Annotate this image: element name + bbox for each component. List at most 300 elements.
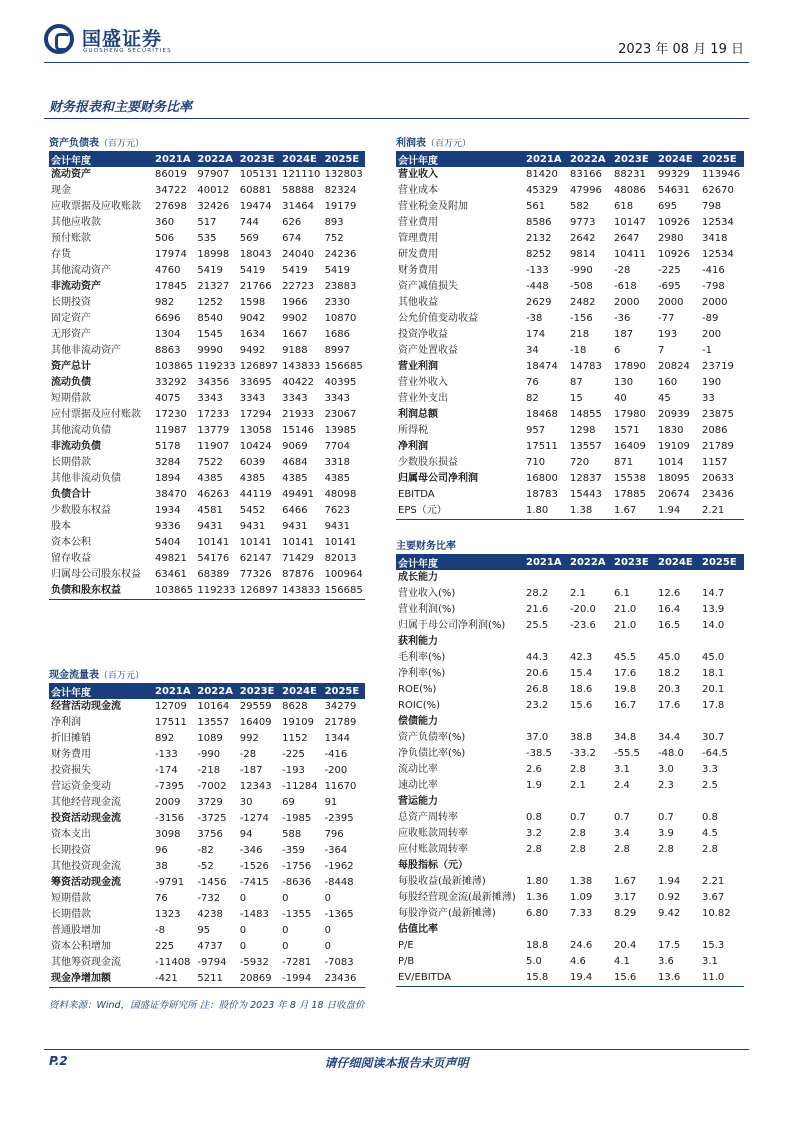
table-cell: 3.3 [702,764,718,775]
row-label: 短期借款 [51,393,91,404]
company-logo [44,22,184,60]
column-header-year: 2021A [524,152,568,167]
table-cell: 87 [570,377,583,388]
table-cell: 2642 [570,233,596,244]
table-cell: -200 [324,765,348,776]
table-cell: 29559 [239,701,272,712]
row-label: 流动比率 [398,764,438,775]
table-cell: 20.1 [702,684,725,695]
table-cell: 1934 [155,505,181,516]
table-cell: 7522 [197,457,223,468]
column-header-year: 2023E [238,152,280,167]
header-row [396,555,744,570]
table-cell: 20824 [658,361,690,372]
table-cell: 23875 [702,409,734,420]
table-cell: 2.4 [614,780,630,791]
row-label: 应付账款周转率 [398,844,468,855]
table-row [49,731,365,747]
table-cell: 1545 [197,329,223,340]
table-row [396,730,744,746]
table-cell: 18474 [526,361,558,372]
table-cell: 23719 [702,361,734,372]
row-label: 流动资产 [51,169,91,180]
table-cell: 18.6 [570,684,593,695]
row-label: 每股净资产(最新摊薄) [398,908,496,919]
table-cell: 69 [282,797,295,808]
table-cell: -225 [658,265,681,276]
table-cell: 23883 [324,281,357,292]
table-row [49,471,365,487]
disclaimer-link[interactable]: 请仔细阅读本报告末页声明 [324,1056,469,1070]
row-label: 少数股东损益 [398,457,458,468]
table-cell: 588 [282,829,302,840]
table-row [396,666,744,682]
table-cell: 34 [526,345,539,356]
table-row [396,183,744,199]
table-cell: 720 [570,457,590,468]
table-cell: 87876 [282,569,314,580]
table-cell: 54631 [658,185,690,196]
table-cell: 3098 [155,829,181,840]
table-cell [568,922,612,938]
table-cell: 535 [197,233,217,244]
table-cell: 21766 [239,281,272,292]
column-header-year: 2022A [195,684,237,699]
table-cell: 14.7 [702,588,725,599]
table-cell [568,570,612,586]
table-cell: 17.6 [614,668,637,679]
column-header-year: 2024E [280,152,322,167]
logo-icon [44,24,74,54]
row-label: 应收票据及应收账款 [51,201,141,212]
row-label: 净负债比率(%) [398,748,466,759]
table-cell: 17.5 [658,940,681,951]
table-cell: 225 [155,941,175,952]
table-cell: 0 [324,925,331,936]
table-cell [700,922,744,938]
table-row [49,215,365,231]
row-label: 公允价值变动收益 [398,313,478,324]
table-cell: 71429 [282,553,314,564]
table-cell: -2395 [324,813,354,824]
table-cell: 11.0 [700,970,744,987]
table-cell: -990 [197,749,221,760]
table-cell: 1014 [658,457,684,468]
table-cell: 23067 [324,409,357,420]
row-label: 存货 [51,249,71,260]
table-cell: 130 [614,377,634,388]
table-cell: 1323 [155,909,181,920]
table-cell: 0.7 [570,812,586,823]
column-header-year: 2025E [323,684,365,699]
table-cell: -1 [702,345,712,356]
table-cell: 3343 [324,393,351,404]
table-cell: 12534 [702,217,734,228]
table-cell: 21789 [702,441,734,452]
table-cell: -1456 [197,877,227,888]
row-label: 营业收入 [398,169,438,180]
table-cell: 19109 [282,717,314,728]
table-cell: 24040 [282,249,314,260]
table-cell [612,570,656,586]
table-cell: 9336 [155,521,181,532]
table-cell: 1152 [282,733,308,744]
table-cell: 103865 [153,583,195,600]
table-row [396,359,744,375]
table-row [396,842,744,858]
row-label: 折旧摊销 [51,733,91,744]
column-header-label: 会计年度 [49,152,153,167]
table-cell: 18468 [526,409,558,420]
table-cell: 28.2 [526,588,549,599]
row-label: 其他经营现金流 [51,797,121,808]
table-cell: 10141 [239,537,272,548]
table-row [396,167,744,183]
table-cell: 626 [282,217,302,228]
table-cell: 9431 [324,521,351,532]
table-row [396,954,744,970]
table-cell: 200 [702,329,722,340]
table-cell: 0.8 [526,812,542,823]
table-cell: 10926 [658,249,690,260]
table-row [396,906,744,922]
table-cell: 26.8 [526,684,549,695]
table-cell: 21933 [282,409,314,420]
table-cell: 0.7 [658,812,674,823]
table-row [396,215,744,231]
row-label: 净利润 [51,717,81,728]
table-cell: 18783 [526,489,558,500]
table-cell: 9042 [239,313,266,324]
table-cell: -7002 [197,781,227,792]
table-cell: -7083 [324,957,354,968]
table-cell: 99329 [658,169,690,180]
table-row [396,602,744,618]
table-row [396,311,744,327]
table-cell: 19.4 [568,970,612,987]
table-cell: 4.1 [614,956,630,967]
table-cell: -55.5 [614,748,640,759]
table-cell: 46263 [197,489,230,500]
table-cell: 16.4 [658,604,681,615]
row-label: 财务费用 [398,265,438,276]
table-row [396,231,744,247]
table-cell: 40395 [324,377,357,388]
table-cell: 4684 [282,457,308,468]
table-cell: 45 [658,393,671,404]
table-cell: 68389 [197,569,230,580]
table-cell: 14855 [570,409,602,420]
column-header-year: 2021A [524,555,568,570]
table-cell: 33292 [155,377,187,388]
table-cell [524,570,568,586]
table-row [49,407,365,423]
table-row [49,535,365,551]
table-cell: 3284 [155,457,181,468]
column-header-year: 2023E [612,555,656,570]
table-row [396,343,744,359]
header-divider [44,62,749,63]
table-cell: 1571 [614,425,640,436]
table-cell: 8628 [282,701,308,712]
table-cell: 2629 [526,297,552,308]
table-cell: 12709 [155,701,187,712]
table-cell: 21.6 [526,604,549,615]
table-row [49,199,365,215]
table-cell [524,714,568,730]
table-cell: -1274 [239,813,269,824]
table-cell: 54176 [197,553,230,564]
table-row [396,698,744,714]
table-cell: 38 [155,861,168,872]
table-cell: -20.0 [570,604,596,615]
table-cell: 6466 [282,505,308,516]
table-cell: 27698 [155,201,187,212]
table-cell: -1756 [282,861,312,872]
row-label: 管理费用 [398,233,438,244]
table-cell: 44119 [239,489,272,500]
row-label: EBITDA [398,489,435,500]
table-row [49,715,365,731]
table-cell: 156685 [324,361,363,372]
table-title: 利润表 [396,138,426,149]
table-cell: 119233 [197,361,236,372]
table-cell: 2.8 [658,844,674,855]
table-cell: 143833 [280,583,322,600]
row-label: 无形资产 [51,329,91,340]
table-cell: -23.6 [570,620,596,631]
source-note: 资料来源：Wind，国盛证券研究所 注：股价为 2023 年 8 月 18 日收盘价 [49,1000,365,1011]
table-cell: -77 [658,313,675,324]
table-cell [656,922,700,938]
table-cell: 4385 [239,473,266,484]
table-cell: 18043 [239,249,272,260]
row-label: 估值比率 [398,924,438,935]
table-cell: 561 [526,201,546,212]
table-cell: 20869 [238,971,280,988]
table-unit: （百万元） [426,139,472,149]
table-cell: 3.6 [658,956,674,967]
table-cell: -133 [526,265,549,276]
table-cell: -156 [570,313,593,324]
table-cell: 5211 [195,971,237,988]
financial-ratios-table [396,539,744,987]
table-cell: 15 [570,393,583,404]
table-cell: 23436 [323,971,365,988]
header-row [396,152,744,167]
table-cell: -732 [197,893,221,904]
table-cell: 19109 [658,441,690,452]
table-cell: 3.2 [526,828,542,839]
column-header-year: 2023E [238,684,280,699]
table-row [396,634,744,650]
table-cell: 1304 [155,329,181,340]
table-cell [700,714,744,730]
table-cell: 2.8 [702,844,718,855]
table-cell: -64.5 [702,748,728,759]
table-cell: -9791 [155,877,185,888]
table-row [49,779,365,795]
table-caption [49,136,365,152]
table-cell: -52 [197,861,214,872]
table-cell [612,922,656,938]
table-cell: 83166 [570,169,602,180]
table-cell [612,634,656,650]
table-cell: 34.8 [614,732,637,743]
table-row [396,826,744,842]
table-cell: 132803 [324,169,363,180]
table-cell: 992 [239,733,259,744]
cash-flow-table [49,668,365,988]
row-label: 每股指标（元） [398,860,468,871]
table-cell: 16800 [526,473,558,484]
table-cell: 20633 [702,473,734,484]
table-cell: 18.2 [658,668,681,679]
table-cell: -5932 [239,957,269,968]
table-cell [656,794,700,810]
table-cell [700,570,744,586]
row-label: 其他非流动资产 [51,345,121,356]
table-cell: 13557 [570,441,602,452]
table-cell: 5419 [324,265,351,276]
table-cell: 1598 [239,297,266,308]
table-cell: 6.1 [614,588,630,599]
column-header-year: 2024E [656,152,700,167]
row-label: 资本公积 [51,537,91,548]
table-cell: 19474 [239,201,272,212]
table-cell [568,858,612,874]
table-cell: 1.9 [526,780,542,791]
table-cell: 871 [614,457,634,468]
footer-divider [44,1049,749,1050]
table-row [396,439,744,455]
table-cell: 193 [658,329,678,340]
row-label: 其他流动资产 [51,265,111,276]
table-cell: 9902 [282,313,308,324]
table-row [396,586,744,602]
table-cell: 892 [155,733,175,744]
table-cell: 160 [658,377,678,388]
table-cell: 25.5 [526,620,549,631]
table-cell: 77326 [239,569,272,580]
row-label: 长期借款 [51,457,91,468]
table-cell [524,794,568,810]
table-row [396,938,744,954]
table-cell: 121110 [282,169,321,180]
table-row [49,343,365,359]
column-header-year: 2022A [568,555,612,570]
section-divider [44,118,749,119]
table-cell: 12343 [239,781,272,792]
table-row [49,487,365,503]
table-cell [656,714,700,730]
table-cell: 0.92 [658,892,681,903]
table-cell: 17885 [614,489,646,500]
row-label: 投资净收益 [398,329,448,340]
table-cell: 14.0 [702,620,725,631]
table-cell: 3.1 [702,956,718,967]
column-header-year: 2021A [153,684,195,699]
table-cell: 17.8 [702,700,725,711]
table-cell: 1.94 [658,876,681,887]
table-row [49,939,365,955]
table-cell: 2132 [526,233,552,244]
row-label: 归属母公司股东权益 [51,569,141,580]
table-cell: 0 [239,925,247,936]
row-label: 现金 [51,185,71,196]
table-cell: 4760 [155,265,181,276]
table-row [396,810,744,826]
table-row [396,922,744,938]
table-cell: 9492 [239,345,266,356]
table-cell: -416 [324,749,348,760]
table-row [49,327,365,343]
table-row [396,263,744,279]
table-row [49,747,365,763]
row-label: EV/EBITDA [396,970,524,987]
table-row [49,263,365,279]
table-cell: 15.6 [570,700,593,711]
table-cell: 8997 [324,345,351,356]
table-cell: -174 [155,765,178,776]
table-cell: -9794 [197,957,227,968]
table-cell: 15.4 [570,668,593,679]
table-cell: 17511 [526,441,558,452]
table-cell: 2000 [702,297,728,308]
column-header-year: 2025E [700,152,744,167]
table-cell: -3156 [155,813,185,824]
table-cell: 752 [324,233,344,244]
table-cell: 97907 [197,169,230,180]
row-label: 营业利润(%) [398,604,456,615]
table-cell: 10424 [239,441,272,452]
table-title: 主要财务比率 [396,541,456,552]
table-row [49,391,365,407]
table-cell: 3.1 [614,764,630,775]
row-label: 营业外收入 [398,377,448,388]
table-cell: 24236 [324,249,357,260]
table-cell: 1.80 [524,503,568,520]
table-row [49,811,365,827]
row-label: 归属母公司净利润 [398,473,478,484]
table-row [49,423,365,439]
row-label: 归属于母公司净利润(%) [398,620,506,631]
table-cell: -28 [239,749,257,760]
table-cell: 6039 [239,457,266,468]
table-cell: 20.3 [658,684,681,695]
table-row [49,375,365,391]
table-cell: 17890 [614,361,646,372]
table-row [49,359,365,375]
row-label: 长期投资 [51,297,91,308]
table-cell: 23436 [702,489,734,500]
table-row [49,843,365,859]
table-cell [524,858,568,874]
table-cell: 34722 [155,185,187,196]
table-cell: -18 [570,345,587,356]
table-cell: 82324 [324,185,357,196]
table-title: 资产负债表 [49,138,99,149]
table-cell: 1252 [197,297,223,308]
table-cell: 1634 [239,329,266,340]
column-header-label: 会计年度 [396,152,524,167]
table-cell: 18095 [658,473,690,484]
table-cell: 12534 [702,249,734,260]
table-cell: 893 [324,217,344,228]
table-cell: 31464 [282,201,314,212]
row-label: 财务费用 [51,749,91,760]
table-cell: 13.9 [702,604,725,615]
